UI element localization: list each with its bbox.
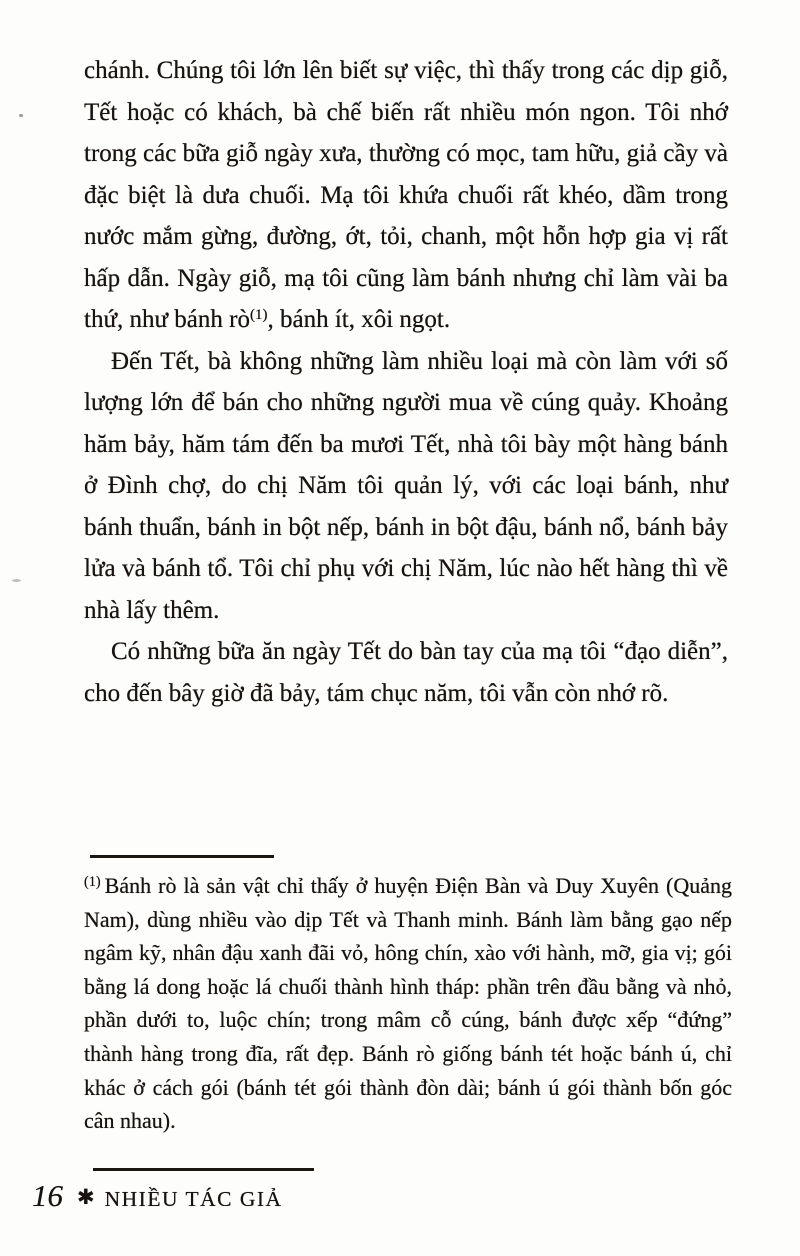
paragraph-text: , bánh ít, xôi ngọt. [267,306,451,333]
book-title: NHIỀU TÁC GIẢ [104,1187,283,1211]
footnote-marker: (1) [84,873,101,890]
scan-speck [12,579,21,582]
footnote-text: Bánh rò là sản vật chỉ thấy ở huyện Điện Bàn và Duy Xuyên (Quảng Nam), dùng nhiều vào dịp Tết và Thanh minh. Bánh làm bằng gạo nếp ngâm kỹ, nhân đậu xanh đãi vỏ, hông chín, xào với hành, mỡ, gia vị; gói bằng lá dong hoặc lá chuối thành hình tháp: phần trên đầu bằng và nhỏ, phần dưới to, luộc chín; trong mâm cỗ cúng, bánh được xếp “đứng” thành hàng trong đĩa, rất đẹp. Bánh rò giống bánh tét hoặc bánh ú, chỉ khác ở cách gói (bánh tét gói thành đòn dài; bánh ú gói thành bốn góc cân nhau). [84,873,732,1134]
footnote-reference: (1) [249,306,268,323]
scan-speck [19,114,23,117]
footnote-separator-rule [90,855,274,858]
paragraph: Có những bữa ăn ngày Tết do bàn tay của mạ tôi “đạo diễn”, cho đến bây giờ đã bảy, tám chục năm, tôi vẫn còn nhớ rõ. [84,638,728,707]
paragraph: Đến Tết, bà không những làm nhiều loại mà còn làm với số lượng lớn để bán cho những người mua về cúng quảy. Khoảng hăm bảy, hăm tám đến ba mươi Tết, nhà tôi bày một hàng bánh ở Đình chợ, do chị Năm tôi quản lý, với các loại bánh, như bánh thuẩn, bánh in bột nếp, bánh in bột đậu, bánh nổ, bánh bảy lửa và bánh tổ. Tôi chỉ phụ với chị Năm, lúc nào hết hàng thì về nhà lấy thêm. [84,347,728,624]
paragraph [84,50,728,341]
paragraph-text: chánh. Chúng tôi lớn lên biết sự việc, thì thấy trong các dịp giỗ, Tết hoặc có khách, bà chế biến rất nhiều món ngon. Tôi nhớ trong các bữa giỗ ngày xưa, thường có mọc, tam hữu, giả cầy và đặc biệt là dưa chuối. Mạ tôi khứa chuối rất khéo, dầm trong nước mắm gừng, đường, ớt, tỏi, chanh, một hỗn hợp gia vị rất hấp dẫn. Ngày giỗ, mạ tôi cũng làm bánh nhưng chỉ làm vài ba thứ, như bánh rò [84,57,728,333]
page-number: 16 [32,1178,63,1213]
body-text [84,50,728,714]
asterisk-icon: ✱ [77,1184,95,1209]
footer-rule [93,1168,314,1171]
page-footer [32,1178,283,1214]
footnote [84,869,732,1138]
